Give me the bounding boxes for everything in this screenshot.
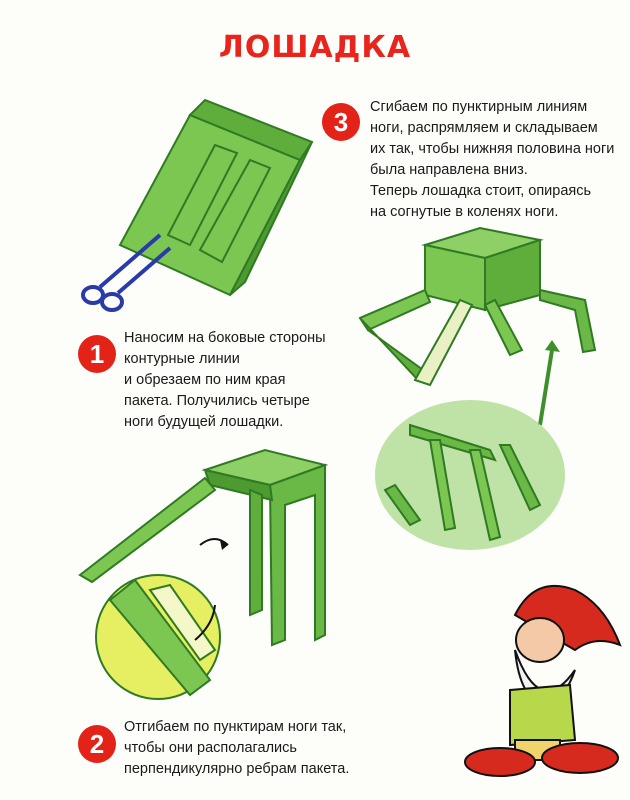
step-3-text: Сгибаем по пунктирным линиям ноги, распрямляем и складываем их так, чтобы нижняя половина ноги была направлена вниз. Теперь лошадка стоит, опираясь на согнутые в коленях ноги. bbox=[370, 99, 615, 220]
zoom-detail-circle bbox=[96, 575, 220, 699]
step-1-badge: 1 bbox=[78, 335, 116, 373]
step-3-badge: 3 bbox=[322, 103, 360, 141]
step3-horse-illustration bbox=[360, 228, 595, 425]
step-2-badge: 2 bbox=[78, 725, 116, 763]
step-1-text: Наносим на боковые стороны контурные линии и обрезаем по ним края пакета. Получились четыре ноги будущей лошадки. bbox=[124, 330, 326, 430]
gnome-illustration bbox=[465, 586, 620, 776]
step-2-text: Отгибаем по пунктирам ноги так, чтобы они располагались перпендикулярно ребрам пакета. bbox=[124, 719, 350, 777]
page-title: ЛОШАДКА bbox=[218, 30, 412, 65]
folding-legs-illustration bbox=[375, 400, 565, 550]
